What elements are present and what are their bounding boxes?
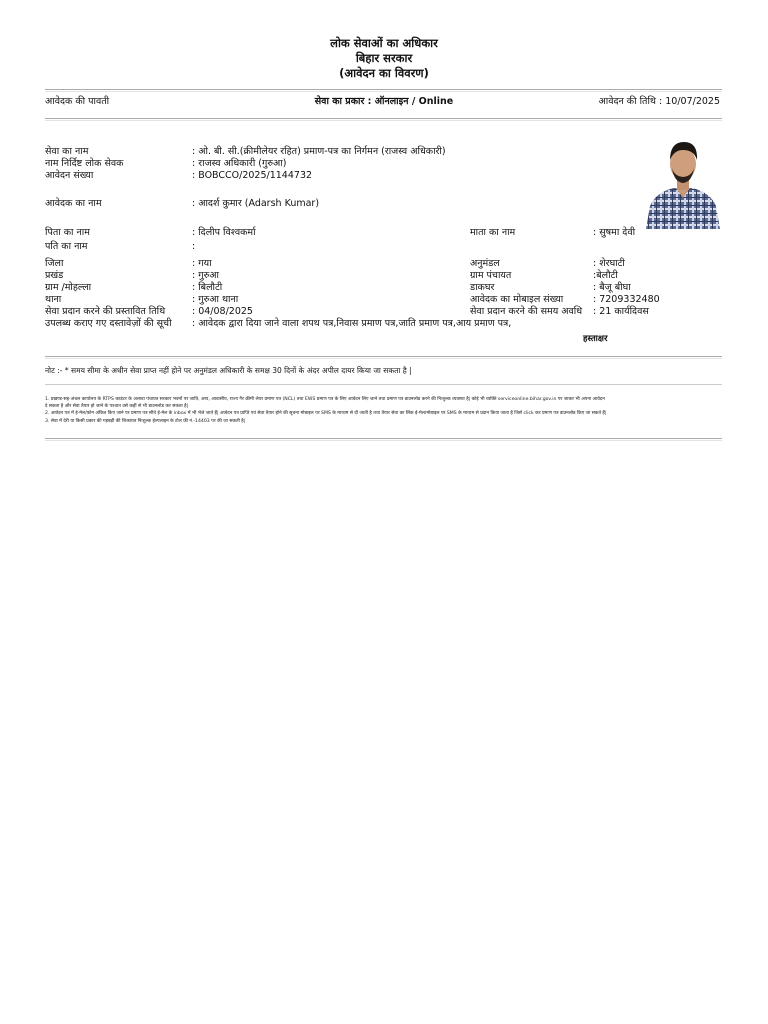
person-icon <box>644 136 722 229</box>
father-name-label: पिता का नाम <box>45 227 90 238</box>
applicant-name-value: : आदर्श कुमार (Adarsh Kumar) <box>192 198 320 209</box>
block-value: : गुरुआ <box>192 270 219 281</box>
mother-name-value: : सुषमा देवी <box>593 227 636 238</box>
village-label: ग्राम /मोहल्ला <box>45 282 92 293</box>
service-name-value: : ओ. बी. सी.(क्रीमीलेयर रहित) प्रमाण-पत्र का निर्गमन (राजस्व अधिकारी) <box>192 146 446 157</box>
service-type: सेवा का प्रकार : ऑनलाइन / Online <box>314 96 454 107</box>
divider <box>45 89 722 90</box>
application-date: आवेदन की तिथि : 10/07/2025 <box>598 96 720 107</box>
officer-label: नाम निर्दिष्ट लोक सेवक <box>45 158 124 169</box>
district-value: : गया <box>192 258 212 269</box>
application-number-value: : BOBCCO/2025/1144732 <box>192 170 313 181</box>
delivery-date-label: सेवा प्रदान करने की प्रस्तावित तिथि <box>45 306 166 317</box>
header-title: लोक सेवाओं का अधिकार <box>330 36 438 50</box>
panchayat-value: :बेलौटी <box>593 270 618 281</box>
mobile-value: : 7209332480 <box>593 294 660 305</box>
instruction-line: दे सकता है और सेवा तैयार हो जाने के पश्चात उसे कहीं से भी डाउनलोड कर सकता है| <box>45 404 189 410</box>
district-label: जिला <box>45 258 64 269</box>
instruction-line: 3. सेवा में देरी या किसी प्रकार की गड़बड़ी की शिकायत निःशुल्क हेल्पलाइन के टोल फ्री नं.-14403 पर की जा सकती है| <box>45 418 246 424</box>
police-station-label: थाना <box>45 294 62 305</box>
block-label: प्रखंड <box>45 270 64 281</box>
subdivision-value: : शेरघाटी <box>593 258 625 269</box>
husband-name-value: : <box>192 241 196 252</box>
time-limit-label: सेवा प्रदान करने की समय अवधि <box>470 306 583 317</box>
mother-name-label: माता का नाम <box>470 227 516 238</box>
divider <box>45 356 722 357</box>
applicant-name-label: आवेदक का नाम <box>45 198 102 209</box>
signature-label: हस्ताक्षर <box>583 334 608 344</box>
instruction-line: 2. आवेदन पत्र में ई-मेल/फ़ोन अंकित किए जाने पर प्रमाण पत्र सीधे ई-मेल के inbox में भी भेजे जाते हैं| आवेदन पत्र प्राप्ति एवं सेवा तैयार होने की सूचना मोबाइल पर SMS के माध्यम से दी जाती है तथा तैयार सेवा का लिंक ई-मेल/मोबाइल पर SMS के माध्यम से प्रदान किया जाता है जिसे click कर प्रमाण पत्र डाउनलोड किए जा सकते हैं| <box>45 411 607 417</box>
instruction-line: 1. प्रखण्ड-सह-अंचल कार्यालय के RTPS काउंटर के अलावा पंचायत सरकार भवनों पर जाति, आय, आवासीय, राज्य गैर क्रीमी लेयर प्रमाण पत्र (NCL) तथा EWS प्रमाण पत्र के लिए आवेदन लिए जाने तथा प्रमाण पत्र डाउनलोड करने की निःशुल्क व्यवस्था है| कोई भी व्यक्ति serviceonline.bihar.gov.in पर जाकर भी अपना आवेदन <box>45 397 605 402</box>
father-name-value: : दिलीप विश्वकर्मा <box>192 227 256 238</box>
subdivision-label: अनुमंडल <box>470 258 500 269</box>
divider <box>45 438 722 439</box>
instructions <box>45 396 723 425</box>
acknowledgement-label: आवेदक की पावती <box>45 96 110 107</box>
application-number-label: आवेदन संख्या <box>45 170 94 181</box>
appeal-note: नोट :- * समय सीमा के अधीन सेवा प्राप्त नहीं होने पर अनुमंडल अधिकारी के समक्ष 30 दिनों के अंदर अपील दायर किया जा सकता है | <box>45 366 412 375</box>
delivery-date-value: : 04/08/2025 <box>192 306 253 317</box>
post-office-value: : बैजू बीघा <box>593 282 631 293</box>
panchayat-label: ग्राम पंचायत <box>470 270 512 281</box>
header-subtitle: (आवेदन का विवरण) <box>339 66 429 80</box>
time-limit-value: : 21 कार्यदिवस <box>593 306 649 317</box>
service-name-label: सेवा का नाम <box>45 146 89 157</box>
header-government: बिहार सरकार <box>355 51 413 65</box>
officer-value: : राजस्व अधिकारी (गुरुआ) <box>192 158 287 169</box>
village-value: : बिलौटी <box>192 282 223 293</box>
mobile-label: आवेदक का मोबाइल संख्या <box>470 294 564 305</box>
applicant-photo <box>644 136 722 229</box>
documents-label: उपलब्ध कराए गए दस्तावेज़ों की सूची <box>45 318 172 329</box>
post-office-label: डाकघर <box>470 282 495 293</box>
documents-value: : आवेदक द्वारा दिया जाने वाला शपथ पत्र,निवास प्रमाण पत्र,जाति प्रमाण पत्र,आय प्रमाण पत्र, <box>192 318 512 329</box>
divider <box>45 384 722 385</box>
police-station-value: : गुरुआ थाना <box>192 294 239 305</box>
divider <box>45 118 722 119</box>
husband-name-label: पति का नाम <box>45 241 88 252</box>
